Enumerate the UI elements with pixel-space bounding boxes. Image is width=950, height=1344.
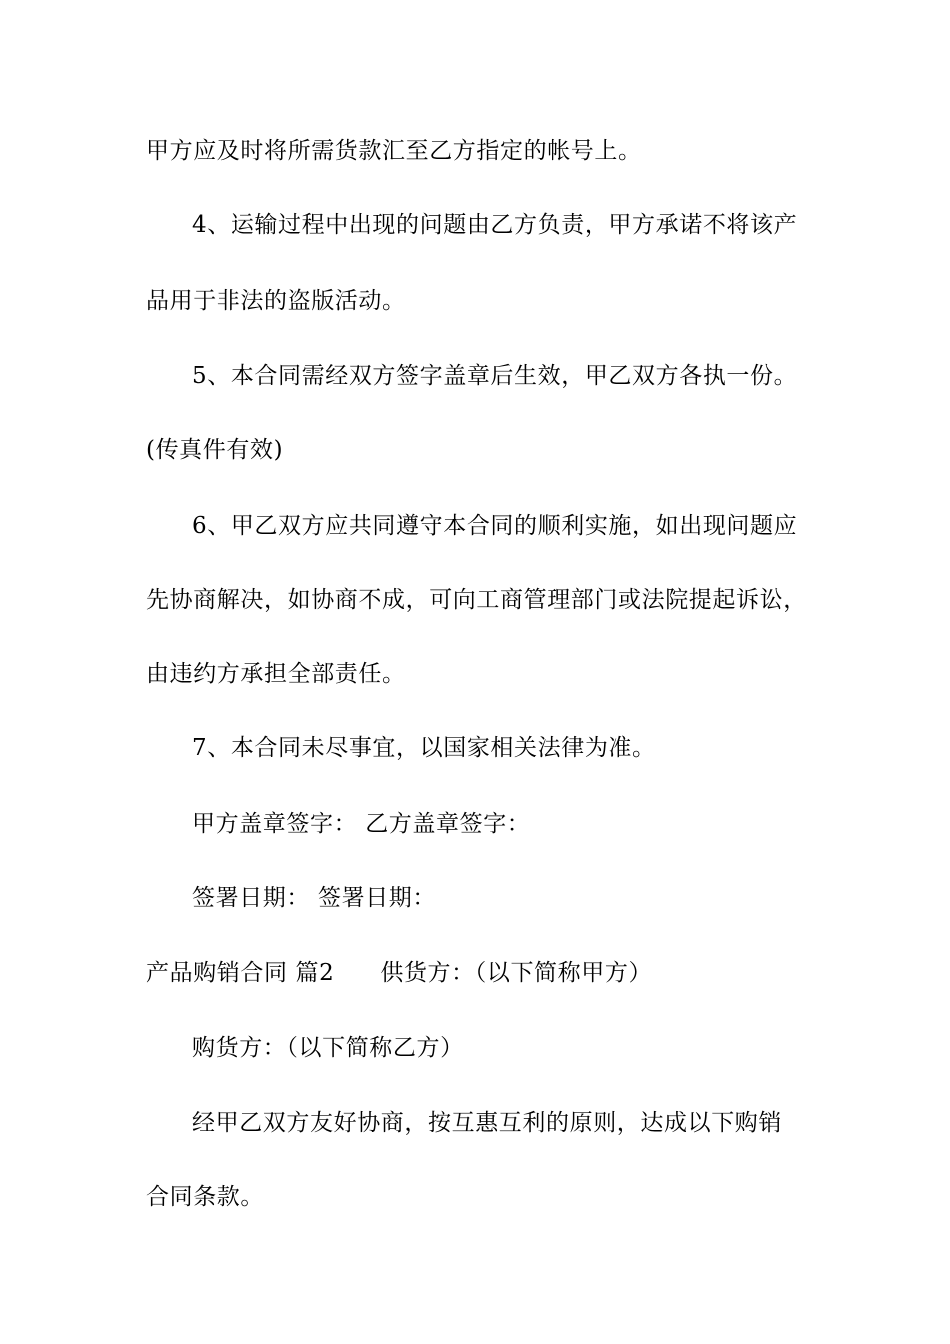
party-a-signature-label: 甲方盖章签字： [192,811,358,837]
clause-4-line: 4、运输过程中出现的问题由乙方负责，甲方承诺不将该产 [192,212,798,238]
party-b-signature-label: 乙方盖章签字： [365,811,531,837]
date-row [192,883,436,913]
section-2-title: 产品购销合同 篇2 [146,960,335,986]
section-2-header-row [146,958,652,988]
clause-6-continuation-1: 先协商解决，如协商不成，可向工商管理部门或法院提起诉讼， [146,587,807,613]
party-a-date-label: 签署日期： [192,885,310,911]
clause-6-continuation-2: 由违约方承担全部责任。 [146,661,406,687]
clause-5-continuation: (传真件有效) [146,437,284,463]
supplier-label: 供货方：（以下简称甲方） [380,960,653,986]
party-b-date-label: 签署日期： [318,885,436,911]
clause-5-line: 5、本合同需经双方签字盖章后生效，甲乙双方各执一份。 [192,363,798,389]
paragraph-line: 甲方应及时将所需货款汇至乙方指定的帐号上。 [146,138,642,164]
clause-6-line: 6、甲乙双方应共同遵守本合同的顺利实施，如出现问题应 [192,513,798,539]
buyer-label: 购货方：（以下简称乙方） [192,1035,464,1061]
signature-row [192,809,530,839]
intro-line: 经甲乙双方友好协商，按互惠互利的原则，达成以下购销 [192,1110,782,1136]
clause-7-line: 7、本合同未尽事宜，以国家相关法律为准。 [192,735,656,761]
intro-continuation: 合同条款。 [146,1184,264,1210]
clause-4-continuation: 品用于非法的盗版活动。 [146,288,406,314]
